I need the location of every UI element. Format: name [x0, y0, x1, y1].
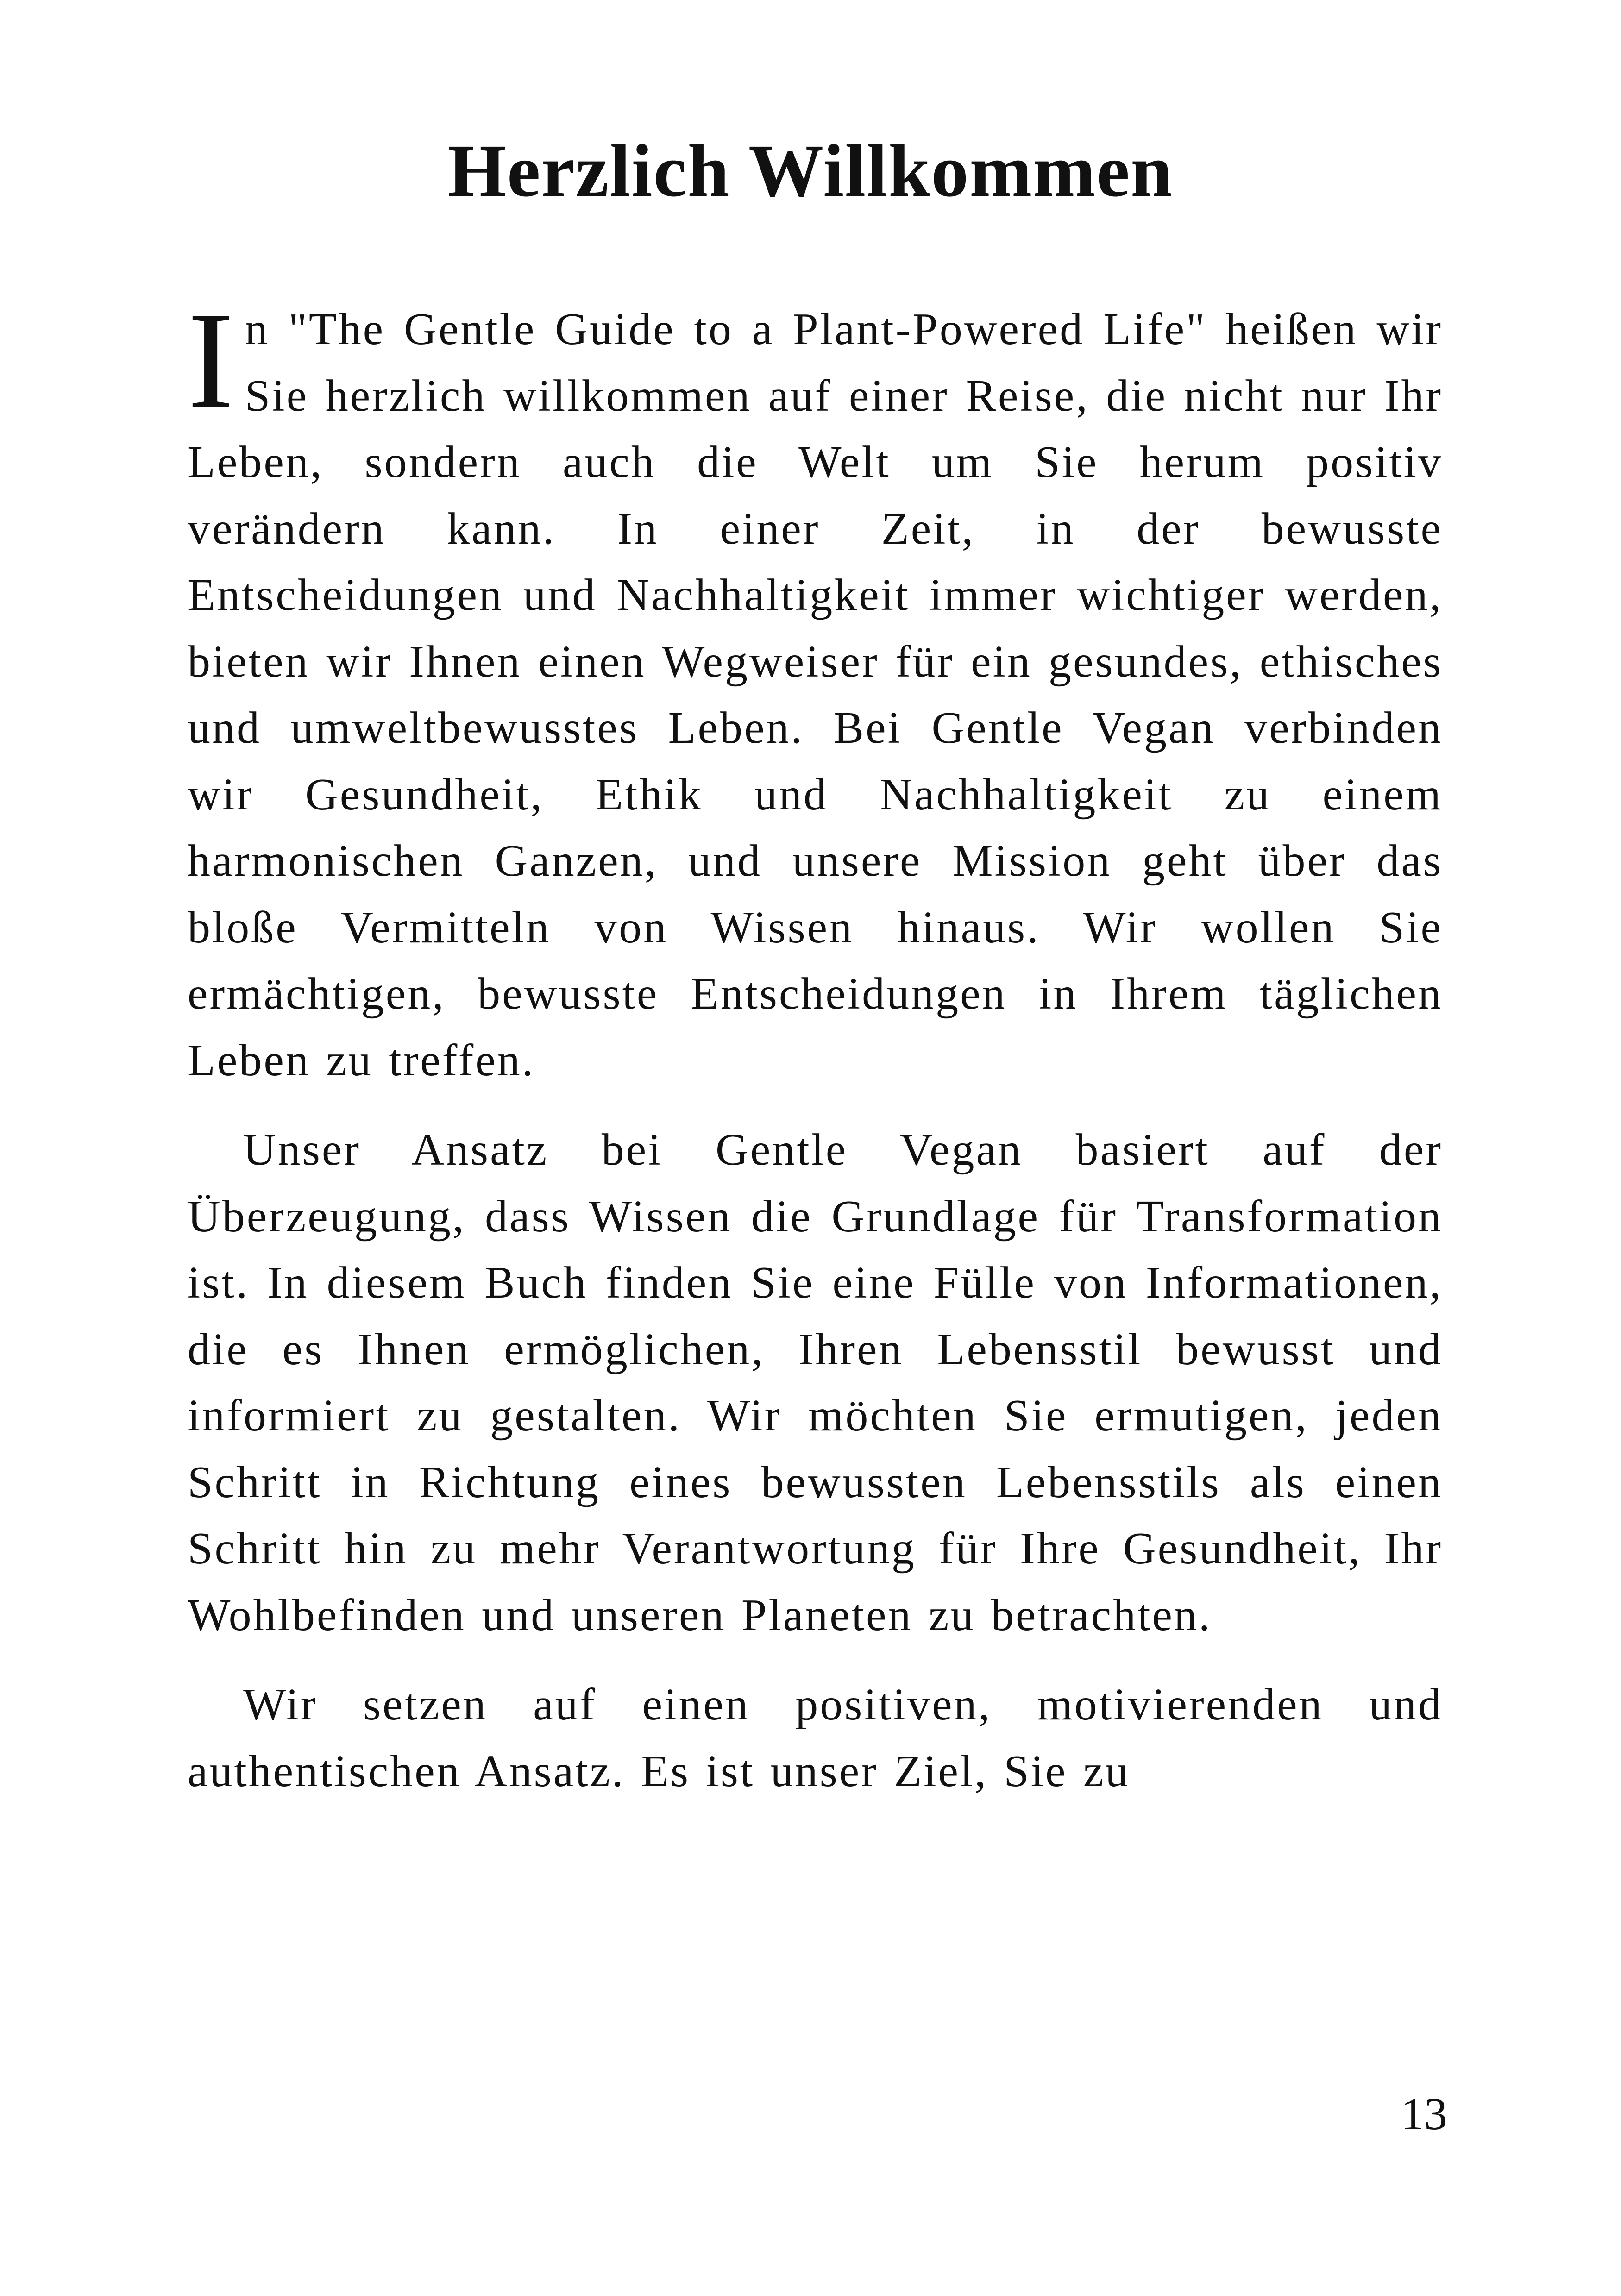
paragraph-3: Wir setzen auf einen positiven, motivierenden und authentischen Ansatz. Es ist unser Ziel, Sie zu — [188, 1680, 1443, 1796]
body-text — [188, 283, 1443, 1828]
drop-cap: I — [188, 283, 234, 437]
paragraph-2: Unser Ansatz bei Gentle Vegan basiert auf der Überzeugung, dass Wissen die Grundlage für Transformation ist. In diesem Buch finden Sie eine Fülle von Informationen, die es Ihnen ermöglichen, Ihren Lebensstil bewusst und informiert zu gestalten. Wir möchten Sie ermutigen, jeden Schritt in Richtung eines bewussten Lebensstils als einen Schritt hin zu mehr Verantwortung für Ihre Gesundheit, Ihr Wohlbefinden und unseren Planeten zu betrachten. — [188, 1125, 1443, 1640]
page-title: Herzlich Willkommen — [447, 130, 1174, 213]
page-number: 13 — [1401, 2088, 1447, 2139]
paragraph-1 — [188, 283, 1443, 1094]
paragraph-1-text: n "The Gentle Guide to a Plant-Powered Life" heißen wir Sie herzlich willkommen auf einer Reise, die nicht nur Ihr Leben, sondern auch die Welt um Sie herum positiv verändern kann. In einer Zeit, in der bewusste Entscheidungen und Nachhaltigkeit immer wichtiger werden, bieten wir Ihnen einen Wegweiser für ein gesundes, ethisches und umweltbewusstes Leben. Bei Gentle Vegan verbinden wir Gesundheit, Ethik und Nachhaltigkeit zu einem harmonischen Ganzen, und unsere Mission geht über das bloße Vermitteln von Wissen hinaus. Wir wollen Sie ermächtigen, bewusste Entscheidungen in Ihrem täglichen Leben zu treffen. — [188, 304, 1443, 1085]
